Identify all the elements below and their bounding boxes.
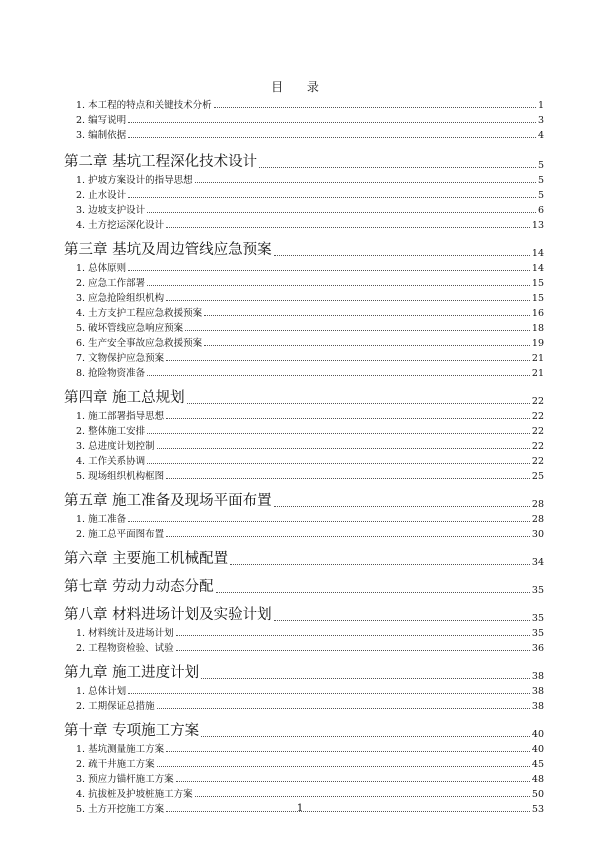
entry-page-number: 22 bbox=[531, 456, 544, 467]
dot-leader bbox=[176, 780, 530, 782]
entry-page-number: 35 bbox=[531, 613, 544, 624]
entry-label: 3. 边坡支护设计 bbox=[76, 205, 146, 216]
dot-leader bbox=[274, 619, 530, 621]
entry-label: 3. 编制依据 bbox=[76, 130, 127, 141]
dot-leader bbox=[147, 211, 536, 213]
toc-section-entry[interactable] bbox=[64, 407, 544, 422]
entry-page-number: 15 bbox=[531, 278, 544, 289]
dot-leader bbox=[128, 121, 536, 123]
entry-page-number: 28 bbox=[531, 499, 544, 510]
dot-leader bbox=[147, 284, 530, 286]
dot-leader bbox=[157, 707, 530, 709]
entry-label: 第七章 劳动力动态分配 bbox=[64, 579, 214, 595]
entry-label: 8. 抢险物资准备 bbox=[76, 368, 146, 379]
dot-leader bbox=[147, 432, 530, 434]
dot-leader bbox=[201, 677, 530, 679]
entry-label: 第八章 材料进场计划及实验计划 bbox=[64, 607, 272, 623]
entry-page-number: 35 bbox=[531, 628, 544, 639]
entry-label: 2. 止水设计 bbox=[76, 190, 127, 201]
table-of-contents bbox=[64, 96, 544, 815]
toc-chapter-entry[interactable] bbox=[64, 482, 544, 510]
entry-label: 2. 应急工作部署 bbox=[76, 278, 146, 289]
dot-leader bbox=[147, 462, 530, 464]
entry-page-number: 38 bbox=[531, 671, 544, 682]
toc-section-entry[interactable] bbox=[64, 785, 544, 800]
entry-page-number: 14 bbox=[531, 248, 544, 259]
dot-leader bbox=[216, 591, 530, 593]
dot-leader bbox=[204, 314, 530, 316]
entry-label: 4. 工作关系协调 bbox=[76, 456, 146, 467]
toc-section-entry[interactable] bbox=[64, 510, 544, 525]
entry-label: 1. 护坡方案设计的指导思想 bbox=[76, 175, 193, 186]
toc-section-entry[interactable] bbox=[64, 216, 544, 231]
entry-label: 3. 总进度计划控制 bbox=[76, 441, 155, 452]
dot-leader bbox=[128, 520, 530, 522]
dot-leader bbox=[157, 765, 530, 767]
entry-page-number: 21 bbox=[531, 353, 544, 364]
entry-page-number: 6 bbox=[537, 205, 544, 216]
dot-leader bbox=[128, 196, 536, 198]
dot-leader bbox=[128, 136, 536, 138]
toc-chapter-entry[interactable] bbox=[64, 540, 544, 568]
entry-page-number: 36 bbox=[531, 643, 544, 654]
toc-chapter-entry[interactable] bbox=[64, 568, 544, 596]
toc-section-entry[interactable] bbox=[64, 186, 544, 201]
entry-page-number: 22 bbox=[531, 426, 544, 437]
toc-title: 目 录 bbox=[271, 80, 329, 94]
entry-label: 1. 本工程的特点和关键技术分析 bbox=[76, 100, 212, 111]
page-number: 1 bbox=[296, 803, 304, 814]
dot-leader bbox=[195, 795, 530, 797]
entry-label: 第二章 基坑工程深化技术设计 bbox=[64, 154, 258, 170]
dot-leader bbox=[176, 649, 530, 651]
entry-page-number: 38 bbox=[531, 701, 544, 712]
entry-page-number: 34 bbox=[531, 557, 544, 568]
entry-label: 2. 工程物资检验、试验 bbox=[76, 643, 174, 654]
toc-section-entry[interactable] bbox=[64, 289, 544, 304]
toc-section-entry[interactable] bbox=[64, 624, 544, 639]
toc-section-entry[interactable] bbox=[64, 697, 544, 712]
toc-section-entry[interactable] bbox=[64, 467, 544, 482]
toc-chapter-entry[interactable] bbox=[64, 712, 544, 740]
entry-page-number: 22 bbox=[531, 441, 544, 452]
toc-section-entry[interactable] bbox=[64, 740, 544, 755]
dot-leader bbox=[176, 634, 530, 636]
dot-leader bbox=[166, 477, 530, 479]
toc-section-entry[interactable] bbox=[64, 259, 544, 274]
entry-page-number: 30 bbox=[531, 529, 544, 540]
entry-label: 3. 预应力锚杆施工方案 bbox=[76, 774, 174, 785]
dot-leader bbox=[259, 166, 536, 168]
entry-page-number: 14 bbox=[531, 263, 544, 274]
entry-page-number: 22 bbox=[531, 396, 544, 407]
entry-page-number: 22 bbox=[531, 411, 544, 422]
entry-label: 1. 基坑测量施工方案 bbox=[76, 744, 165, 755]
toc-section-entry[interactable] bbox=[64, 525, 544, 540]
toc-chapter-entry[interactable] bbox=[64, 654, 544, 682]
toc-section-entry[interactable] bbox=[64, 304, 544, 319]
toc-section-entry[interactable] bbox=[64, 334, 544, 349]
entry-label: 3. 应急抢险组织机构 bbox=[76, 293, 165, 304]
entry-label: 1. 总体原则 bbox=[76, 263, 127, 274]
toc-section-entry[interactable] bbox=[64, 770, 544, 785]
dot-leader bbox=[187, 402, 530, 404]
entry-page-number: 3 bbox=[537, 115, 544, 126]
entry-page-number: 5 bbox=[537, 160, 544, 171]
dot-leader bbox=[274, 254, 530, 256]
dot-leader bbox=[201, 735, 530, 737]
toc-chapter-entry[interactable] bbox=[64, 143, 544, 171]
toc-section-entry[interactable] bbox=[64, 452, 544, 467]
dot-leader bbox=[185, 329, 530, 331]
toc-section-entry[interactable] bbox=[64, 171, 544, 186]
entry-page-number: 19 bbox=[531, 338, 544, 349]
entry-page-number: 13 bbox=[531, 220, 544, 231]
entry-label: 4. 土方支护工程应急救援预案 bbox=[76, 308, 203, 319]
dot-leader bbox=[166, 750, 530, 752]
dot-leader bbox=[166, 359, 530, 361]
dot-leader bbox=[166, 417, 530, 419]
entry-page-number: 38 bbox=[531, 686, 544, 697]
entry-page-number: 18 bbox=[531, 323, 544, 334]
entry-label: 2. 整体施工安排 bbox=[76, 426, 146, 437]
entry-label: 第四章 施工总规划 bbox=[64, 390, 185, 406]
entry-label: 5. 土方开挖施工方案 bbox=[76, 804, 165, 815]
entry-page-number: 45 bbox=[531, 759, 544, 770]
toc-section-entry[interactable] bbox=[64, 111, 544, 126]
entry-page-number: 40 bbox=[531, 729, 544, 740]
entry-page-number: 53 bbox=[531, 804, 544, 815]
entry-page-number: 16 bbox=[531, 308, 544, 319]
entry-label: 第十章 专项施工方案 bbox=[64, 723, 200, 739]
entry-label: 4. 土方挖运深化设计 bbox=[76, 220, 165, 231]
toc-section-entry[interactable] bbox=[64, 201, 544, 216]
entry-label: 第三章 基坑及周边管线应急预案 bbox=[64, 242, 272, 258]
dot-leader bbox=[230, 563, 530, 565]
entry-label: 6. 生产安全事故应急救援预案 bbox=[76, 338, 203, 349]
toc-section-entry[interactable] bbox=[64, 755, 544, 770]
entry-page-number: 5 bbox=[537, 190, 544, 201]
toc-section-entry[interactable] bbox=[64, 682, 544, 697]
entry-page-number: 28 bbox=[531, 514, 544, 525]
entry-page-number: 1 bbox=[537, 100, 544, 111]
entry-label: 2. 施工总平面图布置 bbox=[76, 529, 165, 540]
entry-page-number: 50 bbox=[531, 789, 544, 800]
entry-label: 第五章 施工准备及现场平面布置 bbox=[64, 493, 272, 509]
entry-label: 1. 材料统计及进场计划 bbox=[76, 628, 174, 639]
dot-leader bbox=[166, 535, 530, 537]
toc-section-entry[interactable] bbox=[64, 364, 544, 379]
dot-leader bbox=[147, 374, 530, 376]
entry-page-number: 25 bbox=[531, 471, 544, 482]
toc-section-entry[interactable] bbox=[64, 126, 544, 141]
entry-label: 1. 总体计划 bbox=[76, 686, 127, 697]
entry-page-number: 21 bbox=[531, 368, 544, 379]
toc-chapter-entry[interactable] bbox=[64, 231, 544, 259]
toc-chapter-entry[interactable] bbox=[64, 379, 544, 407]
entry-page-number: 35 bbox=[531, 585, 544, 596]
entry-page-number: 40 bbox=[531, 744, 544, 755]
dot-leader bbox=[128, 692, 530, 694]
dot-leader bbox=[166, 226, 530, 228]
toc-section-entry[interactable] bbox=[64, 349, 544, 364]
entry-label: 1. 施工部署指导思想 bbox=[76, 411, 165, 422]
dot-leader bbox=[128, 269, 530, 271]
entry-label: 5. 破坏管线应急响应预案 bbox=[76, 323, 184, 334]
dot-leader bbox=[274, 505, 530, 507]
toc-section-entry[interactable] bbox=[64, 639, 544, 654]
entry-page-number: 5 bbox=[537, 175, 544, 186]
entry-label: 2. 疏干井施工方案 bbox=[76, 759, 155, 770]
toc-section-entry[interactable] bbox=[64, 319, 544, 334]
dot-leader bbox=[195, 181, 536, 183]
entry-label: 7. 文物保护应急预案 bbox=[76, 353, 165, 364]
entry-label: 第六章 主要施工机械配置 bbox=[64, 551, 229, 567]
toc-section-entry[interactable] bbox=[64, 274, 544, 289]
entry-label: 2. 编写说明 bbox=[76, 115, 127, 126]
dot-leader bbox=[157, 447, 530, 449]
entry-page-number: 15 bbox=[531, 293, 544, 304]
toc-chapter-entry[interactable] bbox=[64, 596, 544, 624]
toc-section-entry[interactable] bbox=[64, 437, 544, 452]
toc-section-entry[interactable] bbox=[64, 96, 544, 111]
entry-label: 第九章 施工进度计划 bbox=[64, 665, 200, 681]
entry-page-number: 48 bbox=[531, 774, 544, 785]
dot-leader bbox=[166, 299, 530, 301]
entry-label: 4. 抗拔桩及护坡桩施工方案 bbox=[76, 789, 193, 800]
dot-leader bbox=[204, 344, 530, 346]
entry-label: 5. 现场组织机构框图 bbox=[76, 471, 165, 482]
toc-section-entry[interactable] bbox=[64, 422, 544, 437]
entry-label: 1. 施工准备 bbox=[76, 514, 127, 525]
dot-leader bbox=[214, 106, 536, 108]
entry-label: 2. 工期保证总措施 bbox=[76, 701, 155, 712]
entry-page-number: 4 bbox=[537, 130, 544, 141]
